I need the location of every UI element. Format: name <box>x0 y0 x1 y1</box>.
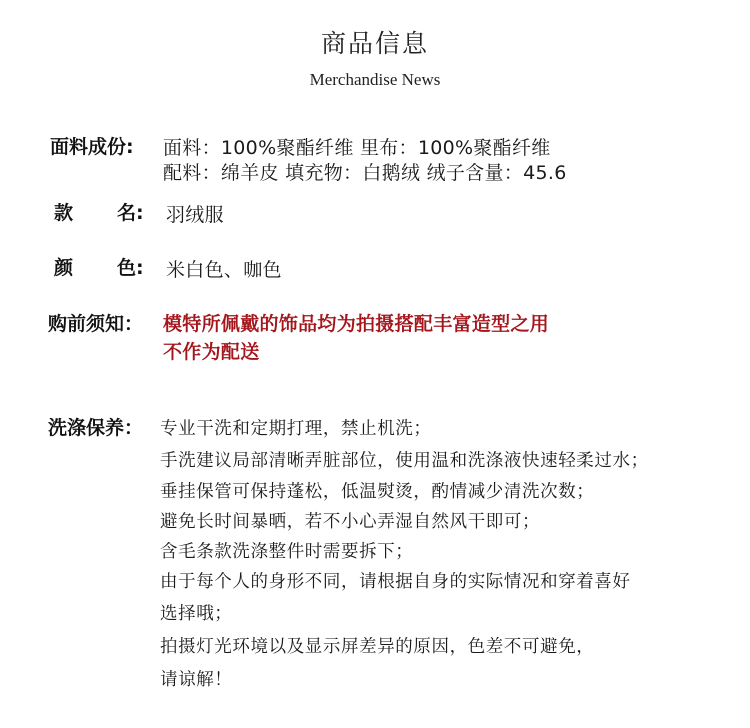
care-line: 垂挂保管可保持蓬松，低温熨烫，酌情减少清洗次数； <box>160 482 595 502</box>
care-line: 专业干洗和定期打理，禁止机洗； <box>160 419 432 439</box>
color-label-char1: 颜 <box>54 257 74 279</box>
composition-line-1: 面料：100%聚酯纤维 里布：100%聚酯纤维 <box>163 137 551 159</box>
composition-label: 面料成份: <box>50 136 134 158</box>
style-name-label-char1: 款 <box>54 202 74 224</box>
style-name-label-char2: 名: <box>117 202 144 224</box>
care-line: 含毛条款洗涤整件时需要拆下； <box>160 542 414 562</box>
color-value: 米白色、咖色 <box>166 259 282 281</box>
color-label-char2: 色: <box>117 257 144 279</box>
purchase-notice-line-1: 模特所佩戴的饰品均为拍摄搭配丰富造型之用 <box>163 313 550 335</box>
care-line: 手洗建议局部清晰弄脏部位，使用温和洗涤液快速轻柔过水； <box>160 451 649 471</box>
care-line: 拍摄灯光环境以及显示屏差异的原因，色差不可避免， <box>160 637 595 657</box>
care-label: 洗涤保养： <box>48 417 144 439</box>
composition-line-2: 配料：绵羊皮 填充物：白鹅绒 绒子含量：45.6 <box>163 162 567 184</box>
style-name-value: 羽绒服 <box>166 204 224 226</box>
care-line: 请谅解！ <box>160 670 233 690</box>
page-title: 商品信息 <box>320 29 429 58</box>
care-line: 选择哦； <box>160 604 233 624</box>
care-line: 避免长时间暴晒，若不小心弄湿自然风干即可； <box>160 512 541 532</box>
care-line: 由于每个人的身形不同，请根据自身的实际情况和穿着喜好 <box>160 572 631 592</box>
purchase-notice-label: 购前须知： <box>48 313 144 335</box>
purchase-notice-line-2: 不作为配送 <box>163 341 260 363</box>
page-subtitle: Merchandise News <box>309 70 441 89</box>
